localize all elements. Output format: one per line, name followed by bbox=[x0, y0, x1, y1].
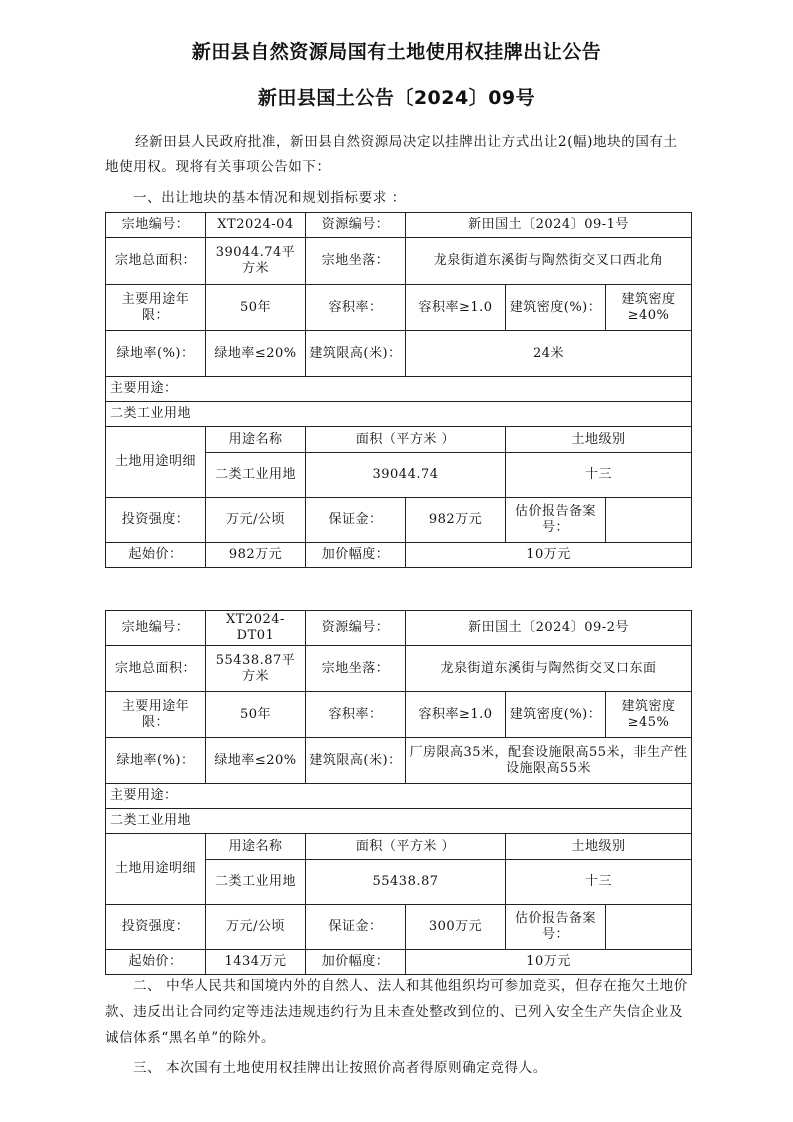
label-increment: 加价幅度： bbox=[306, 950, 406, 975]
value-increment: 10万元 bbox=[406, 950, 692, 975]
label-main-use: 主要用途： bbox=[106, 784, 692, 809]
label-green: 绿地率(%)： bbox=[106, 331, 206, 377]
label-use-years: 主要用途年限： bbox=[106, 692, 206, 738]
value-area: 55438.87 bbox=[306, 860, 506, 905]
label-parcel-no: 宗地编号： bbox=[106, 611, 206, 646]
label-start-price: 起始价： bbox=[106, 543, 206, 568]
value-green: 绿地率≤20% bbox=[206, 331, 306, 377]
value-far: 容积率≥1.0 bbox=[406, 285, 506, 331]
label-appraisal: 估价报告备案号： bbox=[506, 498, 606, 543]
value-start-price: 1434万元 bbox=[206, 950, 306, 975]
value-main-use: 二类工业用地 bbox=[106, 402, 692, 427]
value-investment: 万元/公顷 bbox=[206, 498, 306, 543]
value-investment: 万元/公顷 bbox=[206, 905, 306, 950]
label-location: 宗地坐落： bbox=[306, 646, 406, 692]
label-height: 建筑限高(米)： bbox=[306, 331, 406, 377]
value-location: 龙泉街道东溪街与陶然街交叉口东面 bbox=[406, 646, 692, 692]
header-land-grade: 土地级别 bbox=[506, 834, 692, 860]
section3-paragraph: 三、 本次国有土地使用权挂牌出让按照价高者得原则确定竞得人。 bbox=[133, 1060, 547, 1076]
label-main-use: 主要用途： bbox=[106, 377, 692, 402]
label-green: 绿地率(%)： bbox=[106, 738, 206, 784]
label-increment: 加价幅度： bbox=[306, 543, 406, 568]
value-location: 龙泉街道东溪街与陶然街交叉口西北角 bbox=[406, 238, 692, 285]
label-resource-no: 资源编号： bbox=[306, 213, 406, 238]
value-density: 建筑密度≥40% bbox=[606, 285, 692, 331]
value-parcel-no: XT2024-04 bbox=[206, 213, 306, 238]
section2-paragraph: 二、 中华人民共和国境内外的自然人、法人和其他组织均可参加竞买，但存在拖欠土地价款、违反出让合同约定等违法违规违约行为且未查处整改到位的、已列入安全生产失信企业及诚信体系“黑名单”的除外。 bbox=[105, 978, 688, 1046]
value-resource-no: 新田国土〔2024〕09-1号 bbox=[406, 213, 692, 238]
value-height: 厂房限高35米，配套设施限高55米，非生产性设施限高55米 bbox=[406, 738, 692, 784]
notice-title: 新田县自然资源局国有土地使用权挂牌出让公告 bbox=[191, 41, 602, 63]
label-total-area: 宗地总面积： bbox=[106, 238, 206, 285]
value-land-grade: 十三 bbox=[506, 860, 692, 905]
label-total-area: 宗地总面积： bbox=[106, 646, 206, 692]
value-far: 容积率≥1.0 bbox=[406, 692, 506, 738]
header-area: 面积（平方米 ） bbox=[306, 834, 506, 860]
label-far: 容积率： bbox=[306, 692, 406, 738]
label-deposit: 保证金： bbox=[306, 905, 406, 950]
header-use-name: 用途名称 bbox=[206, 834, 306, 860]
value-height: 24米 bbox=[406, 331, 692, 377]
value-deposit: 982万元 bbox=[406, 498, 506, 543]
label-start-price: 起始价： bbox=[106, 950, 206, 975]
value-appraisal bbox=[606, 498, 692, 543]
value-use-name: 二类工业用地 bbox=[206, 860, 306, 905]
value-total-area: 55438.87平方米 bbox=[206, 646, 306, 692]
label-location: 宗地坐落： bbox=[306, 238, 406, 285]
label-land-use-detail: 土地用途明细 bbox=[106, 834, 206, 905]
header-use-name: 用途名称 bbox=[206, 427, 306, 453]
label-resource-no: 资源编号： bbox=[306, 611, 406, 646]
value-start-price: 982万元 bbox=[206, 543, 306, 568]
label-investment: 投资强度： bbox=[106, 498, 206, 543]
value-deposit: 300万元 bbox=[406, 905, 506, 950]
value-use-years: 50年 bbox=[206, 285, 306, 331]
header-area: 面积（平方米 ） bbox=[306, 427, 506, 453]
value-main-use: 二类工业用地 bbox=[106, 809, 692, 834]
label-appraisal: 估价报告备案号： bbox=[506, 905, 606, 950]
value-land-grade: 十三 bbox=[506, 453, 692, 498]
label-far: 容积率： bbox=[306, 285, 406, 331]
value-green: 绿地率≤20% bbox=[206, 738, 306, 784]
label-land-use-detail: 土地用途明细 bbox=[106, 427, 206, 498]
value-use-years: 50年 bbox=[206, 692, 306, 738]
value-appraisal bbox=[606, 905, 692, 950]
section1-heading: 一、出让地块的基本情况和规划指标要求 ： bbox=[133, 190, 406, 206]
intro-paragraph: 经新田县人民政府批准，新田县自然资源局决定以挂牌出让方式出让2(幅)地块的国有土地使用权。现将有关事项公告如下： bbox=[105, 134, 678, 175]
label-parcel-no: 宗地编号： bbox=[106, 213, 206, 238]
value-resource-no: 新田国土〔2024〕09-2号 bbox=[406, 611, 692, 646]
label-use-years: 主要用途年限： bbox=[106, 285, 206, 331]
label-investment: 投资强度： bbox=[106, 905, 206, 950]
label-deposit: 保证金： bbox=[306, 498, 406, 543]
label-density: 建筑密度(%)： bbox=[506, 285, 606, 331]
value-density: 建筑密度≥45% bbox=[606, 692, 692, 738]
notice-number: 新田县国土公告〔2024〕09号 bbox=[257, 87, 536, 109]
value-total-area: 39044.74平方米 bbox=[206, 238, 306, 285]
value-increment: 10万元 bbox=[406, 543, 692, 568]
label-height: 建筑限高(米)： bbox=[306, 738, 406, 784]
value-area: 39044.74 bbox=[306, 453, 506, 498]
parcel-table bbox=[105, 610, 692, 975]
label-density: 建筑密度(%)： bbox=[506, 692, 606, 738]
value-use-name: 二类工业用地 bbox=[206, 453, 306, 498]
header-land-grade: 土地级别 bbox=[506, 427, 692, 453]
parcel-table bbox=[105, 212, 692, 568]
value-parcel-no: XT2024-DT01 bbox=[206, 611, 306, 646]
